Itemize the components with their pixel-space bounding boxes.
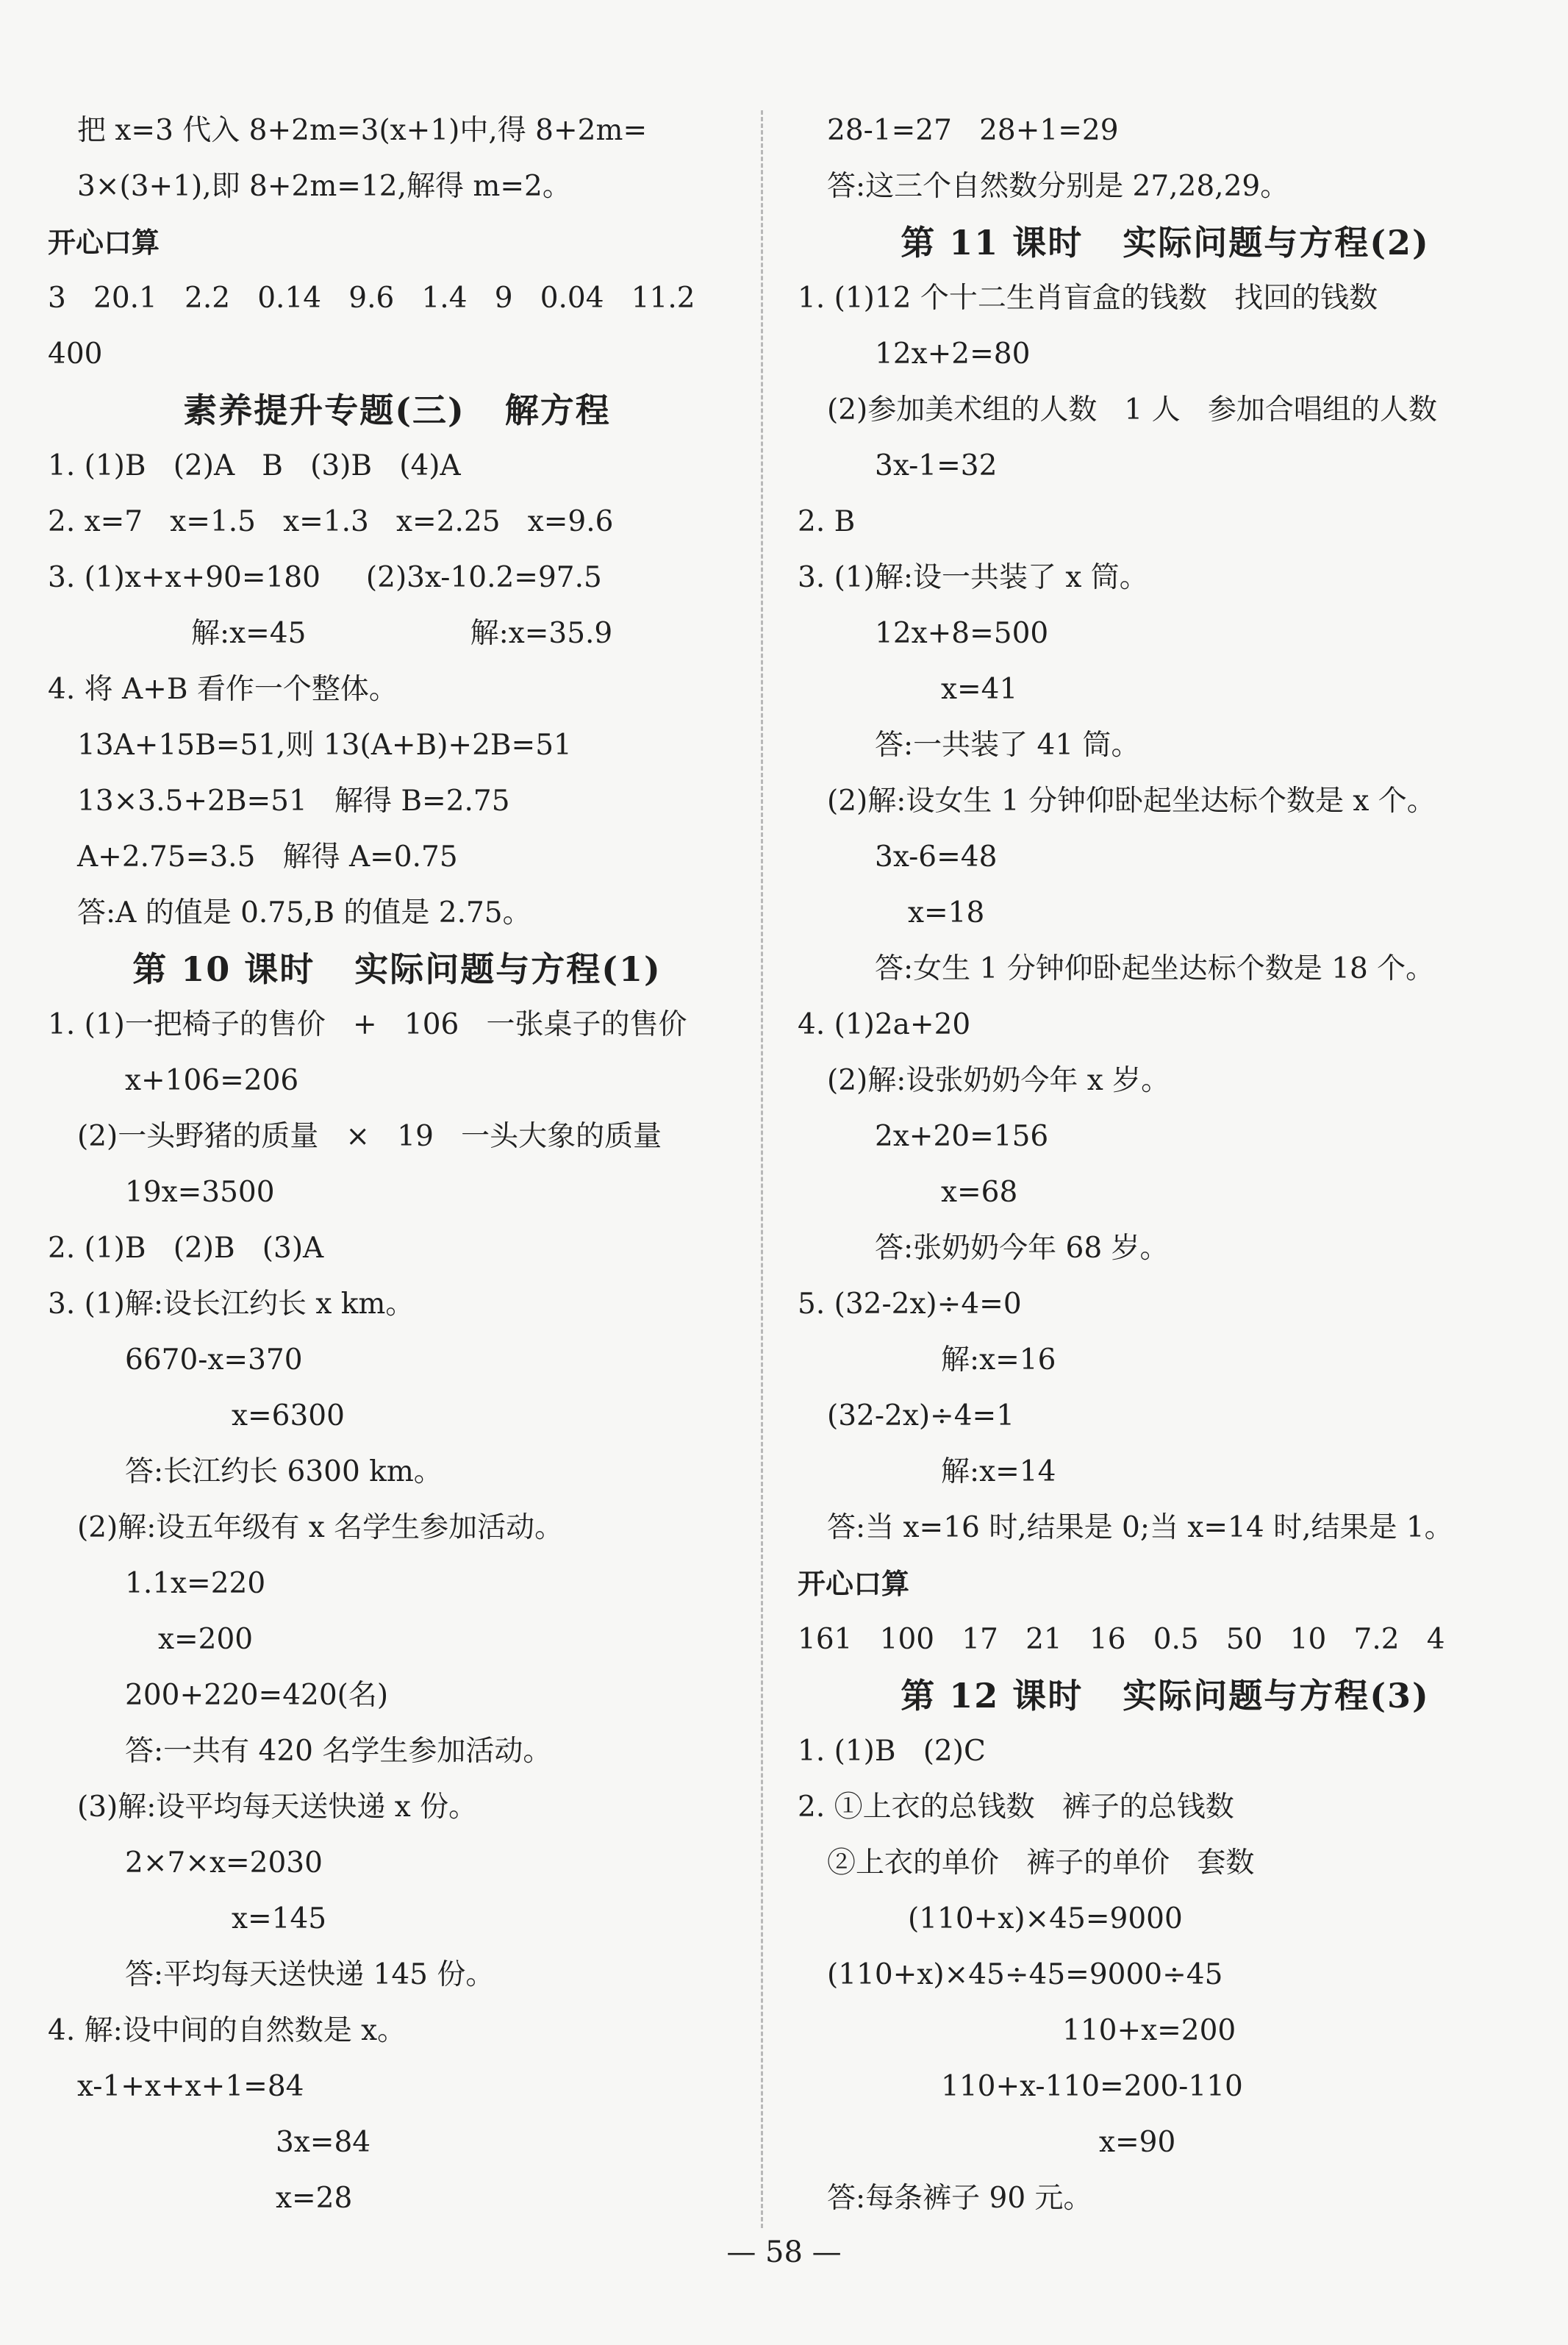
answer-line: 19x=3500 bbox=[125, 1176, 275, 1209]
answer-line: 答:这三个自然数分别是 27,28,29。 bbox=[827, 170, 1289, 203]
answer-line: 2. ①上衣的总钱数 裤子的总钱数 bbox=[798, 1791, 1234, 1824]
answer-line: 3. (1)x+x+90=180 (2)3x-10.2=97.5 bbox=[48, 561, 602, 594]
answer-line: x=6300 bbox=[232, 1399, 345, 1432]
answer-line: x-1+x+x+1=84 bbox=[77, 2070, 304, 2103]
answer-line: 答:平均每天送快递 145 份。 bbox=[125, 1958, 495, 1991]
answer-line: 4. 将 A+B 看作一个整体。 bbox=[48, 673, 398, 706]
answer-line: 13A+15B=51,则 13(A+B)+2B=51 bbox=[77, 729, 572, 762]
answer-line: 1. (1)B (2)C bbox=[798, 1735, 986, 1768]
answer-line: 161 100 17 21 16 0.5 50 10 7.2 4 bbox=[798, 1623, 1445, 1656]
answer-line: 答:一共有 420 名学生参加活动。 bbox=[125, 1735, 552, 1768]
section-title: 第 12 课时 实际问题与方程(3) bbox=[901, 1676, 1430, 1716]
answer-line: 1. (1)12 个十二生肖盲盒的钱数 找回的钱数 bbox=[798, 282, 1378, 315]
answer-line: 200+220=420(名) bbox=[125, 1679, 389, 1712]
answer-line: (110+x)×45÷45=9000÷45 bbox=[827, 1958, 1223, 1991]
answer-line: 1. (1)一把椅子的售价 + 106 一张桌子的售价 bbox=[48, 1008, 687, 1041]
answer-line: 12x+2=80 bbox=[875, 338, 1031, 371]
answer-line: 答:每条裤子 90 元。 bbox=[827, 2182, 1092, 2215]
section-title: 素养提升专题(三) 解方程 bbox=[183, 390, 611, 430]
answer-line: 5. (32-2x)÷4=0 bbox=[798, 1288, 1022, 1321]
answer-line: 110+x=200 bbox=[1062, 2014, 1236, 2047]
answer-line: 12x+8=500 bbox=[875, 617, 1049, 650]
answer-line: x=68 bbox=[941, 1176, 1018, 1209]
answer-line: ②上衣的单价 裤子的单价 套数 bbox=[827, 1846, 1255, 1880]
answer-line: 答:当 x=16 时,结果是 0;当 x=14 时,结果是 1。 bbox=[827, 1511, 1453, 1544]
answer-line: 4. 解:设中间的自然数是 x。 bbox=[48, 2014, 407, 2047]
answer-line: 3x=84 bbox=[276, 2126, 371, 2159]
answer-line: 把 x=3 代入 8+2m=3(x+1)中,得 8+2m= bbox=[77, 114, 648, 147]
left-column bbox=[48, 103, 746, 2227]
answer-line: 2. (1)B (2)B (3)A bbox=[48, 1232, 324, 1265]
answer-line: 13×3.5+2B=51 解得 B=2.75 bbox=[77, 785, 510, 818]
answer-line: 解:x=16 bbox=[941, 1343, 1056, 1377]
answer-line: 答:长江约长 6300 km。 bbox=[125, 1455, 443, 1488]
answer-line: 3 20.1 2.2 0.14 9.6 1.4 9 0.04 11.2 bbox=[48, 282, 695, 315]
answer-line: x=145 bbox=[232, 1902, 327, 1935]
answer-line: (2)解:设女生 1 分钟仰卧起坐达标个数是 x 个。 bbox=[827, 785, 1436, 818]
answer-line: x=28 bbox=[276, 2182, 353, 2215]
answer-line: (3)解:设平均每天送快递 x 份。 bbox=[77, 1791, 478, 1824]
answer-line: A+2.75=3.5 解得 A=0.75 bbox=[77, 840, 458, 874]
answer-line: 400 bbox=[48, 338, 103, 371]
answer-line: x=18 bbox=[908, 896, 985, 929]
answer-line: 28-1=27 28+1=29 bbox=[827, 114, 1119, 147]
answer-line: 1.1x=220 bbox=[125, 1567, 266, 1600]
subsection-heading: 开心口算 bbox=[798, 1568, 910, 1600]
answer-line: 3×(3+1),即 8+2m=12,解得 m=2。 bbox=[77, 170, 571, 203]
answer-line: (32-2x)÷4=1 bbox=[827, 1399, 1015, 1432]
column-divider bbox=[761, 110, 763, 2228]
answer-line: 答:女生 1 分钟仰卧起坐达标个数是 18 个。 bbox=[875, 952, 1435, 985]
answer-line: x=200 bbox=[158, 1623, 254, 1656]
answer-line: x=41 bbox=[941, 673, 1018, 706]
answer-line: (2)参加美术组的人数 1 人 参加合唱组的人数 bbox=[827, 393, 1437, 426]
answer-line: 2x+20=156 bbox=[875, 1120, 1049, 1153]
answer-line: 答:张奶奶今年 68 岁。 bbox=[875, 1232, 1169, 1265]
answer-line: 110+x-110=200-110 bbox=[941, 2070, 1243, 2103]
answer-line: x=90 bbox=[1099, 2126, 1176, 2159]
answer-line: 3. (1)解:设一共装了 x 筒。 bbox=[798, 561, 1148, 594]
subsection-heading: 开心口算 bbox=[48, 226, 160, 259]
answer-line: 2. x=7 x=1.5 x=1.3 x=2.25 x=9.6 bbox=[48, 505, 614, 538]
answer-line: 2. B bbox=[798, 505, 856, 538]
answer-line: 3x-1=32 bbox=[875, 449, 998, 482]
answer-line: 1. (1)B (2)A B (3)B (4)A bbox=[48, 449, 461, 482]
section-title: 第 11 课时 实际问题与方程(2) bbox=[901, 223, 1430, 263]
right-column bbox=[798, 103, 1533, 2227]
answer-line: (2)解:设五年级有 x 名学生参加活动。 bbox=[77, 1511, 564, 1544]
answer-line: 6670-x=370 bbox=[125, 1343, 303, 1377]
page-number: — 58 — bbox=[726, 2235, 842, 2269]
answer-line: 3x-6=48 bbox=[875, 840, 998, 874]
answer-line: 答:A 的值是 0.75,B 的值是 2.75。 bbox=[77, 896, 531, 929]
answer-line: 解:x=14 bbox=[941, 1455, 1056, 1488]
answer-line: x+106=206 bbox=[125, 1064, 299, 1097]
answer-line: (2)一头野猪的质量 × 19 一头大象的质量 bbox=[77, 1120, 662, 1153]
answer-line: 4. (1)2a+20 bbox=[798, 1008, 971, 1041]
answer-line: 解:x=45 解:x=35.9 bbox=[191, 617, 613, 650]
section-title: 第 10 课时 实际问题与方程(1) bbox=[132, 949, 662, 989]
answer-line: 2×7×x=2030 bbox=[125, 1846, 323, 1880]
answer-line: (2)解:设张奶奶今年 x 岁。 bbox=[827, 1064, 1170, 1097]
answer-line: 答:一共装了 41 筒。 bbox=[875, 729, 1140, 762]
answer-line: (110+x)×45=9000 bbox=[908, 1902, 1183, 1935]
answer-line: 3. (1)解:设长江约长 x km。 bbox=[48, 1288, 415, 1321]
